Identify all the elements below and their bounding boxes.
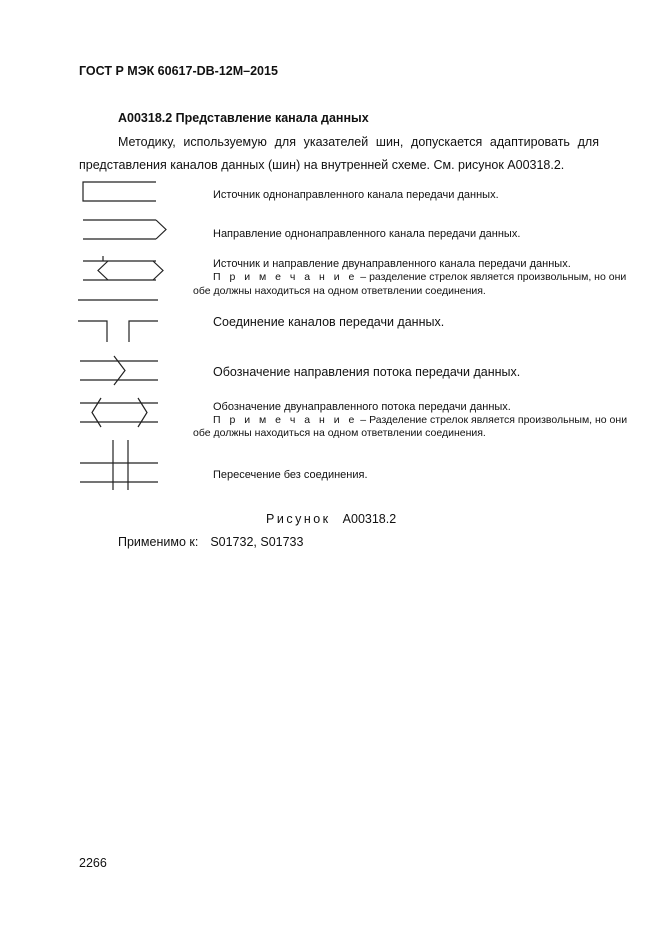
item-label-2: Направление однонаправленного канала передачи данных. [213,228,521,240]
item-note-3-cont: обе должны находиться на одном ответвлении соединения. [193,285,486,297]
symbol-channel-connection [78,300,158,342]
page-number: 2266 [79,856,107,870]
note-text: – Разделение стрелок является произвольным, но они [357,414,628,426]
item-label-7: Пересечение без соединения. [213,469,368,481]
section-paragraph: Методику, используемую для указателей шин, допускается адаптировать для представления каналов данных (шин) на внутренней схеме. См. рисунок A00318.2. [79,135,599,172]
symbol-source-unidirectional [83,182,156,201]
item-label-4: Соединение каналов передачи данных. [213,315,445,329]
symbol-direction-unidirectional [83,220,166,239]
caption-id: A00318.2 [342,512,397,526]
item-label-1: Источник однонаправленного канала передачи данных. [213,189,499,201]
item-note-6-cont: обе должны находиться на одном ответвлении соединения. [193,427,486,439]
applicable-to [118,535,303,549]
item-label-6: Обозначение двунаправленного потока передачи данных. [213,401,511,413]
caption-word: Рисунок [266,512,331,526]
symbol-flow-direction [80,356,158,385]
figure-caption [266,512,396,526]
applicable-label: Применимо к: [118,535,199,549]
note-text: – разделение стрелок является произвольным, но они [357,271,627,283]
item-label-3: Источник и направление двунаправленного канала передачи данных. [213,258,571,270]
document-header: ГОСТ Р МЭК 60617-DB-12M–2015 [79,64,278,78]
applicable-value: S01732, S01733 [210,535,304,549]
symbol-source-direction-bidirectional [83,256,163,280]
note-word: П р и м е ч а н и е [213,414,358,426]
note-word: П р и м е ч а н и е [213,271,358,283]
bus-symbols-figure [70,170,170,490]
item-note-6 [213,414,627,426]
symbol-bidirectional-flow [80,398,158,427]
item-label-5: Обозначение направления потока передачи данных. [213,365,521,379]
section-title: A00318.2 Представление канала данных [118,111,369,125]
symbol-crossing-no-connection [80,440,158,490]
item-note-3 [213,271,626,283]
